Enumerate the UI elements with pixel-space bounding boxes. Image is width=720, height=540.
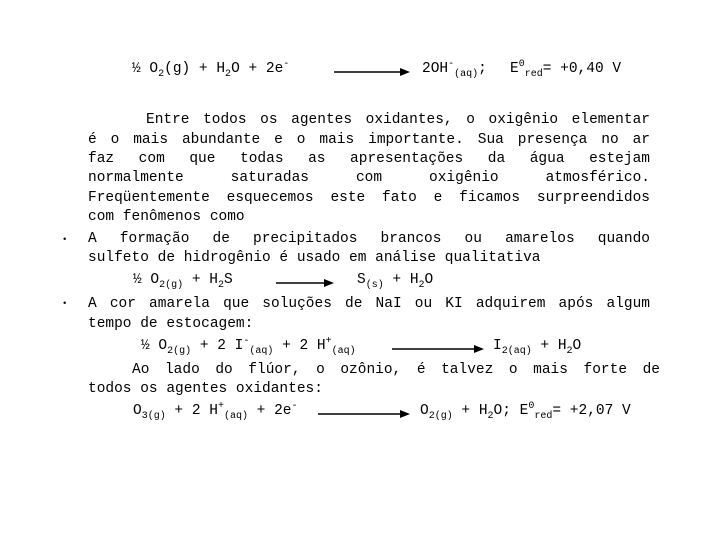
bullet-1-line-1: A formação de precipitados brancos ou amarelos quando	[88, 231, 650, 247]
equation-4-reactants: $O_{3(g)} + 2$ $H^+_{(aq)} + 2e^-$	[133, 401, 298, 422]
equation-2-products: $S_{(s)} + H_2O$	[357, 272, 434, 291]
equation-1-potential: $E^0_{red}= +0,40$ V	[510, 59, 622, 80]
equation-1-products: $2OH^-_{(aq)}$;	[422, 59, 487, 80]
equation-4-products: $O_{2(g)} + H_2O$; $E^0_{red}= +2,07$ V	[420, 401, 631, 422]
paragraph-1-line-2: é o mais abundante e o mais importante. Sua presença no ar	[88, 132, 650, 148]
bullet-marker-1: •	[62, 235, 68, 245]
paragraph-1-line-5: Freqüentemente esquecemos este fato e ficamos surpreendidos	[88, 190, 650, 206]
equation-3-reactants: ½ $O_{2(g)} + 2$ $I^-_{(aq)} + 2$ $H^+_{(aq)}$	[141, 336, 356, 357]
paragraph-1-line-1: Entre todos os agentes oxidantes, o oxigênio elementar	[146, 112, 650, 128]
paragraph-1-line-3: faz com que todas as apresentações da água estejam	[88, 151, 650, 167]
reaction-arrow-3	[392, 342, 484, 356]
paragraph-2-line-1: Ao lado do flúor, o ozônio, é talvez o mais forte de	[132, 362, 660, 378]
reaction-arrow-2	[276, 276, 334, 290]
bullet-2-line-1: A cor amarela que soluções de NaI ou KI adquirem após algum	[88, 296, 650, 312]
paragraph-2-line-2: todos os agentes oxidantes:	[88, 381, 323, 397]
bullet-2-line-2: tempo de estocagem:	[88, 316, 254, 332]
bullet-marker-2: •	[62, 299, 68, 309]
equation-1-reactants: ½ $O_2(g) + H_2O + 2e^-$	[132, 59, 290, 80]
paragraph-1-line-4: normalmente saturadas com oxigênio atmosférico.	[88, 170, 650, 186]
reaction-arrow-4	[318, 407, 410, 421]
equation-3-products: $I_{2(aq)} + H_2O$	[493, 338, 582, 357]
equation-2-reactants: ½ $O_{2(g)} + H_2S$	[133, 272, 233, 291]
reaction-arrow-1	[334, 65, 410, 79]
bullet-1-line-2: sulfeto de hidrogênio é usado em análise qualitativa	[88, 250, 541, 266]
paragraph-1-line-6: com fenômenos como	[88, 209, 245, 225]
